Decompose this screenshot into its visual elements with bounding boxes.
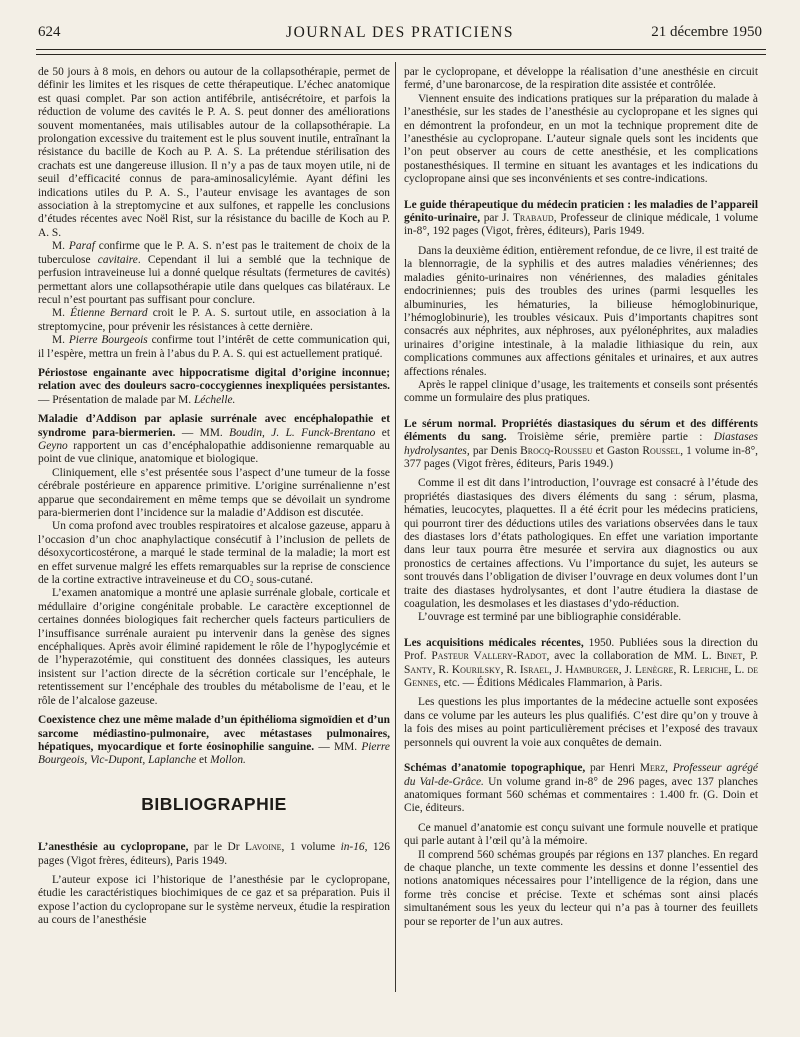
book-entry: Le guide thérapeutique du médecin praticien : les maladies de l’appareil génito-urinaire, par J. Trabaud, Professeur de clinique médicale, 1 volume in-8°, 192 pages (Vigot, frères, éditeurs), Paris 1949. [404,198,758,238]
page-header [38,24,762,46]
paragraph: Dans la deuxième édition, entièrement refondue, de ce livre, il est traité de la blennorragie, de la syphilis et des autres maladies vénériennes; des maladies génito-urinaires non vénériennes, des maladies génitales endocriniennes; puis des troubles des urines (parmi lesquelles les albuminuries, les hématuries, la bilieuse hémoglobinurique, l’hémoglobinurie), les troubles vésicaux. Puis d’importants chapitres sont consacrés aux néphrites, aux néphroses, aux pyélonéphrites, aux maladies urinaires d’origine intestinale, à la maladie lithiasique du rein, aux complications communes aux affections génitales et urinaires, et aux autres affections rénales. [404,244,758,378]
section-title: Coexistence chez une même malade d’un épithélioma sigmoïdien et d’un sarcome médiastino-pulmonaire, avec métastases pulmonaires, hépatiques, myocardique et forte éosinophilie sanguine. [38,714,390,753]
paragraph: Les questions les plus importantes de la médecine actuelle sont exposées dans ce volume par les auteurs les plus qualifiés. C’est dire qu’on y trouve à la fois des mises au point particulièrement précises et l’exposé des travaux personnels qui ouvrent la voie aux conquêtes de demain. [404,696,758,749]
left-column [38,66,390,928]
paragraph: M. Paraf confirme que le P. A. S. n’est pas le traitement de choix de la tuberculose cavitaire. Cependant il lui a semblé que la technique de perfusion intraveineuse lui a donné quelque résultats (fermetures de cavités) permettant alors une collapsothérapie utile dans quelques cas bilatéraux. Le recul n’est pourtant pas suffisant pour conclure. [38,240,390,306]
section-title: Maladie d’Addison par aplasie surrénale avec encéphalopathie et syndrome para-biermerien. [38,413,390,439]
paragraph: Comme il est dit dans l’introduction, l’ouvrage est consacré à l’étude des propriétés diastasiques des divers éléments du sang : sérum, plasma, hématies, leucocytes, plaquettes. Il a été écrit pour les médecins praticiens, qui pourront tirer des déductions utiles des variations observées dans le taux des diastases lors d’états pathologiques. En effet une variation importante dans leur taux pourra être mesurée et servira aux diagnostics ou aux pronostics de certaines affections. Vu l’importance du sujet, les auteurs se sont trouvés dans l’obligation de diviser l’ouvrage en deux volumes dont l’un traite des diastases hydrolysantes, et dont l’autre étudiera la diastase de coagulation, les desmolases et les diastases d’ydo-réduction. [404,477,758,611]
paragraph: de 50 jours à 8 mois, en dehors ou autour de la collapsothérapie, permet de définir les limites et les risques de cette thérapeutique. L’échec anatomique est quasi complet. Par son action antifébrile, antisécrétoire, et parfois la réduction de volume des cavités le P. A. S. peut donner des améliorations souvent momentanées, mais utilisables autour de la collapsothérapie. La prolongation excessive du traitement est le plus souvent inutile, entraînant la résistance du bacille de Koch au P. A. S. La prétendue stérilisation des crachats est une dangereuse illusion. Il n’y a pas de taux moyen utile, ni de seuil d’efficacité connus de para-aminosalicylémie. Ayant défini les indications utiles du P. A. S., l’auteur envisage les avantages de son association à la streptomycine et aux sulfones, et rappelle les conclusions d’études récentes avec Noël Rist, sur la résistance du bacille de Koch au P. A. S. [38,66,390,239]
section-entry: Maladie d’Addison par aplasie surrénale avec encéphalopathie et syndrome para-biermerien. — MM. Boudin, J. L. Funck-Brentano et Geyno rapportent un cas d’encéphalopathie addisonienne remarquable au point de vue clinique, anatomique et biologique. [38,413,390,466]
book-entry: Le sérum normal. Propriétés diastasiques du sérum et des différents éléments du sang. Troisième série, première partie : Diastases hydrolysantes, par Denis Brocq-Rousseu et Gaston Roussel, 1 volume in-8°, 377 pages (Vigot frères, éditeurs, Paris 1949.) [404,417,758,470]
header-rule-thin [36,54,766,55]
section-entry: Périostose engainante avec hippocratisme digital d’origine inconnue; relation avec des douleurs sacro-coccygiennes inexpliquées persistantes. — Présentation de malade par M. Léchelle. [38,366,390,406]
book-title: Le sérum normal. Propriétés diastasiques du sérum et des différents éléments du sang. [404,417,758,444]
paragraph: L’examen anatomique a montré une aplasie surrénale globale, corticale et médullaire d’origine congénitale probable. Le caractère exceptionnel de certaines données biologiques fait rechercher quels facteurs particuliers de l’insuffisance surrénale auraient pu intervenir dans la genèse des signes encéphaliques. Après avoir éliminé rapidement le rôle de l’hypoglycémie et de l’hyperazotémie, qui constituent des données classiques, les auteurs insistent sur l’action directe de la sécrétion corticale sur l’encéphale, le retentissement sur l’encéphale des troubles du métabolisme de l’eau, et le rôle de l’alcalose gazeuse. [38,587,390,707]
page-number: 624 [38,24,61,40]
book-entry: Schémas d’anatomie topographique, par Henri Merz, Professeur agrégé du Val-de-Grâce. Un volume grand in-8° de 296 pages, avec 137 planches anatomiques formant 560 schémas et commentaires : 1.400 fr. (G. Doin et Cie, éditeurs. [404,762,758,815]
paragraph: L’auteur expose ici l’historique de l’anesthésie par le cyclopropane, étudie les caractéristiques biochimiques de ce gaz et sa préparation. Puis il expose l’action du cyclopropane sur le système nerveux, étudie la respiration au cours de l’anesthésie [38,873,390,927]
paragraph: Après le rappel clinique d’usage, les traitements et conseils sont présentés comme un formulaire des plus pratiques. [404,378,758,405]
paragraph: M. Étienne Bernard croit le P. A. S. surtout utile, en association à la streptomycine, pour prévenir les résistances à cette dernière. [38,307,390,333]
book-entry: Les acquisitions médicales récentes, 1950. Publiées sous la direction du Prof. Pasteur Vallery-Radot, avec la collaboration de MM. L. Binet, P. Santy, R. Kourilsky, R. Israel, J. Hamburger, J. Lenègre, R. Leriche, L. de Gennes, etc. — Éditions Médicales Flammarion, à Paris. [404,636,758,690]
paragraph: Viennent ensuite des indications pratiques sur la préparation du malade à l’anesthésie, sur les stades de l’anesthésie au cyclopropane et les signes qui en démontrent la profondeur, en un mot la technique proprement dite de l’anesthésie au cyclopropane. L’auteur signale quels sont les incidents que l’on peut observer au cours de cette anesthésie, et les complications postanesthésiques. Il termine en situant les avantages et les indications du cyclopropane ainsi que ses inconvénients et ses contre-indications. [404,92,758,186]
book-title: Le guide thérapeutique du médecin praticien : les maladies de l’appareil génito-urinaire, [404,198,758,225]
paragraph: Cliniquement, elle s’est présentée sous l’aspect d’une tumeur de la fosse cérébrale postérieure en apparence primitive. L’origine surrénalienne n’est apparue que secondairement en même temps que se dévoilait un syndrome para-biermerien dont l’incidence sur la maladie d’Addison est discutée. [38,466,390,519]
section-title: Périostose engainante avec hippocratisme digital d’origine inconnue; relation avec des douleurs sacro-coccygiennes inexpliquées persistantes. [38,366,390,393]
paragraph: Ce manuel d’anatomie est conçu suivant une formule nouvelle et pratique qui parle autant à l’œil qu’à la mémoire. [404,821,758,848]
column-divider [395,62,396,992]
paragraph: L’ouvrage est terminé par une bibliographie considérable. [418,611,682,624]
section-entry: Coexistence chez une même malade d’un épithélioma sigmoïdien et d’un sarcome médiastino-pulmonaire, avec métastases pulmonaires, hépatiques, myocardique et forte éosinophilie sanguine. — MM. Pierre Bourgeois, Vic-Dupont, Laplanche et Mollon. [38,714,390,767]
book-entry: L’anesthésie au cyclopropane, par le Dr Lavoine, 1 volume in-16, 126 pages (Vigot frères, éditeurs), Paris 1949. [38,841,390,867]
book-title: L’anesthésie au cyclopropane, [38,841,189,854]
journal-title: JOURNAL DES PRATICIENS [286,24,514,41]
paragraph: Il comprend 560 schémas groupés par régions en 137 planches. En regard de chaque planche, un texte commente les dessins et donne l’essentiel des notions anatomiques nécessaires pour l’intelligence de la région, dans une forme très concise et précise. Texte et schémas sont ainsi placés simultanément sous les yeux du lecteur qui n’a pas à tourner des feuillets pour se reporter de l’un aux autres. [404,848,758,928]
paragraph: Un coma profond avec troubles respiratoires et alcalose gazeuse, apparu à l’occasion d’un choc anaphylactique consécutif à l’inclusion de pellets de désoxycorticostérone, a marqué le stade terminal de la maladie; la mort est en effet survenue malgré les effets remarquables sur la reprise de conscience de la cortine extractive intraveineuse et du CO₂ sous-cutané. [38,520,390,587]
paragraph: M. Pierre Bourgeois confirme tout l’intérêt de cette communication qui, il l’espère, mettra un frein à l’abus du P. A. S. qui est actuellement pratiqué. [38,334,391,360]
book-title: Les acquisitions médicales récentes, [404,636,584,649]
paragraph: par le cyclopropane, et développe la réalisation d’une anesthésie en circuit fermé, d’une baronarcose, de la respiration dite assistée et contrôlée. [404,66,758,92]
bibliography-heading: BIBLIOGRAPHIE [141,793,287,814]
header-rule [36,49,766,50]
issue-date: 21 décembre 1950 [651,24,762,40]
book-title: Schémas d’anatomie topographique, [404,762,586,775]
right-column [404,66,758,929]
